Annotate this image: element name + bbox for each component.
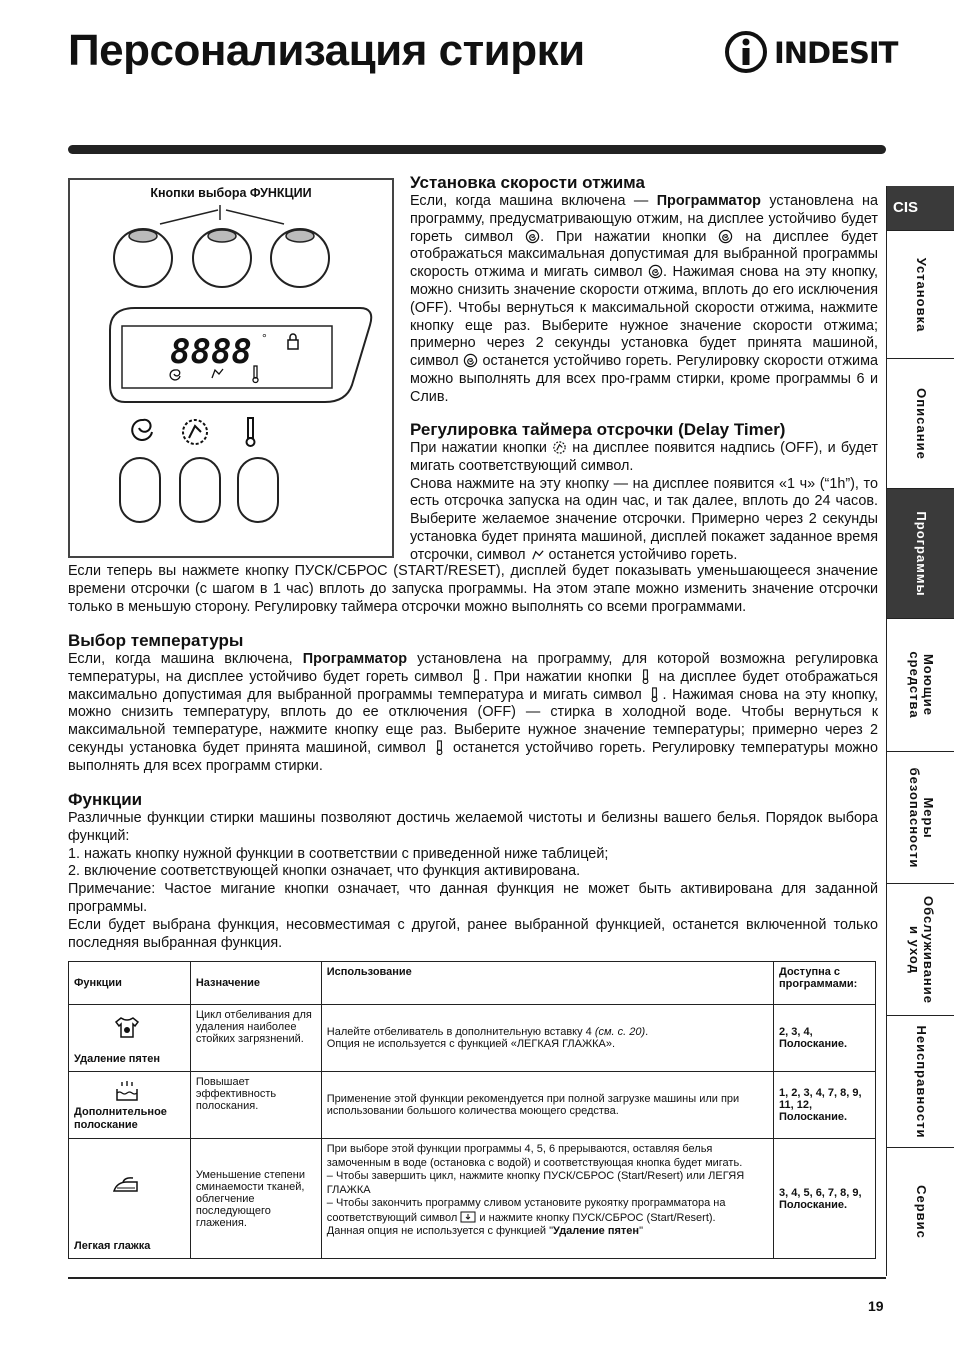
spin-section-title: Установка скорости отжима	[410, 173, 645, 192]
usage-cell	[321, 1005, 773, 1072]
sidebar-item-label: Сервис	[914, 1185, 929, 1239]
spin-text-4: . Нажимая снова на эту кнопку, можно снизить значение скорости отжима, вплоть до его исключения (OFF). Чтобы вернуться к максимальной скорости отжима, нажмите кнопку еще раз. Выберите нужное значение скорости отжима; примерно через 2 секунды установка будет принята машиной, символ	[410, 264, 878, 370]
temp-text-2: . При нажатии кнопки	[483, 668, 638, 685]
timer-text-2: Снова нажмите на эту кнопку — на дисплее появится «1 ч» (“1h”), то есть отсрочка запуска на один час, и так далее, вплоть до 24 часов. Выберите желаемое значение отсрочки. Примерно через 2 секунды установка будет принята машиной, дисплей покажет заданное время отсрочки, символ	[410, 475, 878, 563]
sidebar-item-maintenance[interactable]	[887, 883, 954, 1015]
usage-bold: Удаление пятен	[553, 1225, 640, 1237]
brand-name: INDESIT	[774, 36, 898, 70]
page-number: 19	[868, 1298, 884, 1314]
timer-section-text-full: Если теперь вы нажмете кнопку ПУСК/СБРОС (START/RESET), дисплей будет показывать уменьшающееся значение времени отсрочки (с шагом в 1 час) вплоть до запуска программы. На этом этапе можно изменить значение отсрочки только в меньшую сторону. Регулировку таймера отсрочки можно выполнять со всеми программами.	[68, 563, 878, 615]
top-divider	[68, 145, 886, 154]
functions-line: 1. нажать кнопку нужной функции в соответствии с приведенной ниже таблицей;	[68, 845, 609, 862]
spin-section-text	[410, 193, 878, 407]
sidebar-item-safety[interactable]	[887, 751, 954, 883]
functions-line: Если будет выбрана функция, несовместимая с другой, ранее выбранной функцией, останется включенной только последняя выбранная функция.	[68, 916, 878, 951]
extra-rinse-icon	[114, 1080, 140, 1102]
usage-cell: Применение этой функции рекомендуется при полной загрузке машины или при использовании большого количества моющего средства.	[321, 1072, 773, 1139]
functions-line: Различные функции стирки машины позволяют достичь желаемой чистоты и белизны вашего белья. Порядок выбора функций:	[68, 810, 878, 844]
sidebar-item-label: Программы	[914, 510, 929, 597]
usage-text: и нажмите кнопку ПУСК/СБРОС (Start/Resert).	[476, 1211, 716, 1224]
sidebar-item-troubleshooting[interactable]	[887, 1015, 954, 1147]
drain-symbol-icon	[460, 1211, 476, 1223]
usage-text: – Чтобы завершить цикл, нажмите кнопку ПУСК/СБРОС (Start/Resert) или ЛЕГЯЯ ГЛАЖКА	[326, 1170, 745, 1196]
temp-button-icon	[638, 669, 653, 684]
logo-i-icon	[724, 30, 768, 74]
page-title: Персонализация стирки	[68, 26, 585, 75]
spin-steady-icon	[463, 353, 478, 368]
section-sidebar	[886, 186, 954, 1276]
panel-drawing	[70, 180, 392, 556]
header-purpose: Назначение	[190, 962, 321, 1005]
usage-text: При выборе этой функции программы 4, 5, 6 прерываются, оставляя белья замоченным в воде (остановка с водой) и соответствующая кнопка будет мигать.	[326, 1143, 743, 1169]
usage-text: Налейте отбеливатель в дополнительную вставку 4	[326, 1026, 595, 1038]
programs-cell: 3, 4, 5, 6, 7, 8, 9, Полоскание.	[774, 1139, 876, 1259]
timer-text-2b: останется устойчиво гореть.	[544, 546, 738, 563]
spin-text-5: останется устойчиво гореть. Регулировку скорости отжима можно выполнять для всех про-грамм стирки, кроме программы 6 и Слив.	[410, 353, 878, 405]
usage-page-ref: (см. с. 20)	[594, 1026, 646, 1038]
table-row	[69, 1139, 876, 1259]
shirt-stain-icon	[114, 1015, 140, 1039]
usage-text: "	[639, 1225, 643, 1237]
bottom-divider	[68, 1277, 886, 1279]
temp-steady-icon	[432, 740, 447, 755]
sidebar-item-label: Неисправности	[914, 1024, 929, 1139]
temp-text-3: на дисплее будет отображаться максимально допустимая для выбранной программы температура и мигать символ	[68, 668, 878, 703]
display-degree: °	[262, 331, 267, 345]
functions-section-title: Функции	[68, 790, 143, 809]
spin-symbol-icon	[525, 229, 540, 244]
sidebar-item-programs[interactable]	[887, 488, 954, 618]
temp-programmer-bold: Программатор	[302, 651, 408, 667]
table-header-row	[69, 962, 876, 1005]
temp-blink-icon	[647, 687, 662, 702]
usage-text: .	[645, 1026, 649, 1038]
temp-section-title: Выбор температуры	[68, 631, 244, 650]
sidebar-item-label: Обслуживание и уход	[907, 895, 936, 1004]
usage-text: Данная опция не используется с функцией "	[326, 1225, 554, 1237]
temp-text-4: . Нажимая снова на эту кнопку, можно снизить температуру, вплоть до ее отключения (OFF) — стирка в холодной воде. Чтобы вернуться к максимальной температуре, нажмите кнопку еще раз. Выберите нужное значение температуры; примерно через 2 секунды установка будет принята машиной, символ	[68, 686, 879, 756]
function-name: Дополнительное полоскание	[74, 1106, 167, 1131]
temp-text-5: останется устойчиво гореть. Регулировку температуры можно выполнять для всех программ стирки.	[68, 739, 878, 774]
sidebar-item-label: Установка	[914, 257, 929, 332]
table-row	[69, 1005, 876, 1072]
spin-text-1b: установлена на программу, предусматривающую отжим, на дисплее устойчиво будет гореть символ	[410, 193, 878, 245]
sidebar-item-installation[interactable]	[887, 230, 954, 358]
spin-text-1: Если, когда машина включена —	[410, 193, 657, 209]
temp-section-text	[68, 651, 878, 776]
functions-table	[68, 961, 876, 1259]
function-name: Удаление пятен	[74, 1053, 161, 1065]
programs-cell: 1, 2, 3, 4, 7, 8, 9, 11, 12, Полоскание.	[774, 1072, 876, 1139]
function-cell	[69, 1139, 191, 1259]
sidebar-item-label: Описание	[914, 387, 929, 460]
timer-steady-icon	[530, 547, 545, 562]
header-functions: Функции	[69, 962, 191, 1005]
timer-text-1b: на дисплее появится надпись (OFF), и будет мигать соответствующий символ.	[410, 440, 878, 474]
spin-text-2: . При нажатии кнопки	[540, 228, 719, 245]
spin-programmer-bold: Программатор	[656, 193, 761, 209]
indesit-logo	[724, 30, 898, 76]
timer-button-icon	[552, 440, 567, 455]
header-usage: Использование	[321, 962, 773, 1005]
sidebar-item-label: Меры безопасности	[907, 767, 936, 868]
iron-icon	[111, 1175, 141, 1195]
usage-text: – Чтобы закончить программу сливом установите рукоятку программатора на соответствующий символ	[326, 1197, 726, 1224]
sidebar-item-service[interactable]	[887, 1147, 954, 1276]
sidebar-item-description[interactable]	[887, 358, 954, 488]
functions-line: 2. включение соответствующей кнопки означает, что функция активирована.	[68, 863, 581, 880]
purpose-cell: Повышает эффективность полоскания.	[190, 1072, 321, 1139]
timer-section-text	[410, 440, 878, 565]
sidebar-item-label: Моющие средства	[907, 651, 936, 719]
header-programs: Доступна с программами:	[774, 962, 876, 1005]
control-panel-illustration	[68, 178, 394, 558]
spin-button-icon	[718, 229, 733, 244]
temp-text-1b: установлена на программу, для которой возможна регулировка температуры, на дисплее устойчиво будет гореть символ	[68, 651, 878, 685]
function-buttons-label: Кнопки выбора ФУНКЦИИ	[150, 186, 312, 200]
functions-line: Примечание: Частое мигание кнопки означает, что данная функция не может быть активирована для заданной программы.	[68, 881, 878, 915]
display-digits: 8888	[170, 332, 252, 372]
function-cell	[69, 1072, 191, 1139]
sidebar-cis: CIS	[887, 186, 954, 230]
spin-text-3: на дисплее будет отображаться максимальная допустимая для выбранной программы скорость отжима и мигать символ	[410, 228, 878, 281]
timer-text-1: При нажатии кнопки	[410, 440, 553, 456]
table-row	[69, 1072, 876, 1139]
purpose-cell: Цикл отбеливания для удаления наиболее стойких загрязнений.	[190, 1005, 321, 1072]
timer-section-title: Регулировка таймера отсрочки (Delay Timer)	[410, 420, 786, 439]
functions-section-text	[68, 810, 878, 952]
sidebar-item-detergents[interactable]	[887, 618, 954, 751]
programs-cell: 2, 3, 4, Полоскание.	[774, 1005, 876, 1072]
function-name: Легкая глажка	[74, 1240, 151, 1252]
usage-text: Опция не используется с функцией «ЛЕГКАЯ ГЛАЖКА».	[326, 1038, 616, 1050]
usage-cell	[321, 1139, 773, 1259]
spin-blink-icon	[648, 264, 663, 279]
temp-symbol-icon	[469, 669, 484, 684]
function-cell	[69, 1005, 191, 1072]
purpose-cell: Уменьшение степени сминаемости тканей, облегчение последующего глажения.	[190, 1139, 321, 1259]
temp-text-1: Если, когда машина включена,	[68, 651, 303, 667]
